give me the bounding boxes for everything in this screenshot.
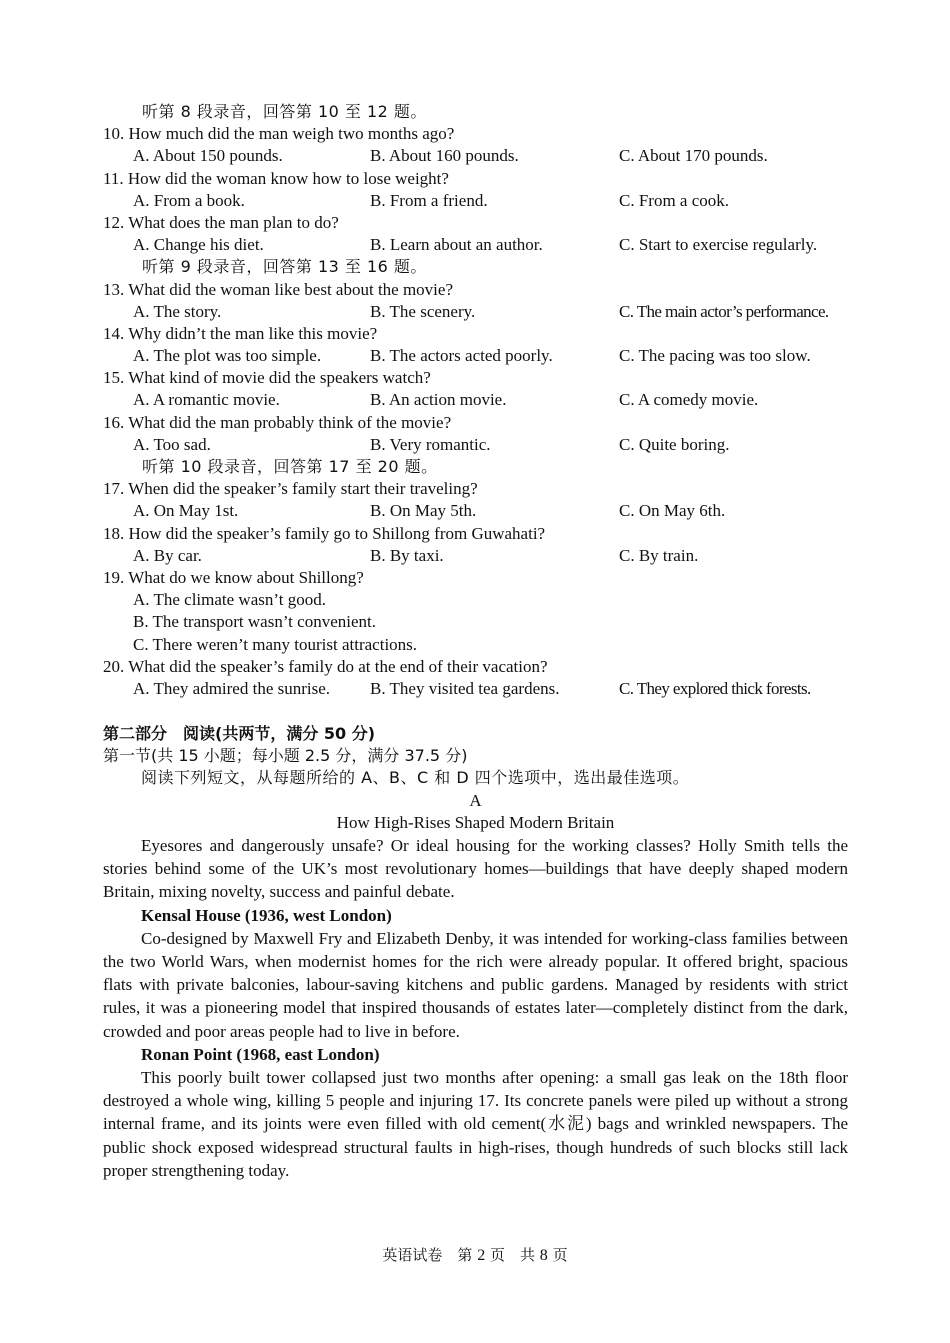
reading-section [103, 723, 848, 1182]
section-gap [103, 700, 848, 723]
page-footer [0, 1244, 950, 1265]
options-row [103, 389, 848, 411]
option-b: B. Learn about an author. [370, 235, 543, 255]
listening-instruction: 听第 8 段录音，回答第 10 至 12 题。 [142, 102, 427, 121]
option-a: A. Too sad. [133, 434, 211, 454]
reading-instruction: 阅读下列短文，从每题所给的 A、B、C 和 D 四个选项中，选出最佳选项。 [141, 768, 690, 788]
question-stem: 17. When did the speaker’s family start their traveling? [103, 479, 478, 499]
options-row [103, 545, 848, 567]
option-a: A. The story. [133, 301, 222, 321]
option-b: B. On May 5th. [370, 501, 477, 521]
question-stem: 15. What kind of movie did the speakers watch? [103, 368, 431, 388]
section-one-title: 第一节(共 15 小题；每小题 2.5 分，满分 37.5 分) [103, 746, 468, 766]
footer-mid: 页 共 [489, 1246, 535, 1264]
option-b: B. The scenery. [370, 301, 476, 321]
listening-section [103, 101, 848, 700]
option-a: A. The climate wasn’t good. [133, 590, 326, 610]
option-b: B. The transport wasn’t convenient. [133, 612, 376, 632]
listening-instruction: 听第 9 段录音，回答第 13 至 16 题。 [142, 257, 427, 277]
option-b: B. They visited tea gardens. [370, 678, 560, 698]
option-c: C. From a cook. [619, 190, 730, 210]
footer-total-pages: 8 [539, 1247, 548, 1264]
footer-page-number: 2 [477, 1247, 486, 1264]
option-b: B. An action movie. [370, 390, 507, 410]
options-row [103, 301, 848, 323]
options-row [103, 434, 848, 456]
part-two-title: 第二部分 阅读(共两节，满分 50 分) [103, 724, 376, 744]
passage-label: A [469, 790, 482, 810]
option-c: C. They explored thick forests. [619, 678, 811, 698]
option-c: C. By train. [619, 545, 699, 565]
option-a: A. By car. [133, 545, 202, 565]
option-b: B. About 160 pounds. [370, 146, 519, 166]
option-a: A. They admired the sunrise. [133, 678, 331, 698]
question-stem: 14. Why didn’t the man like this movie? [103, 323, 378, 343]
option-a: A. From a book. [133, 190, 245, 210]
options-row [103, 500, 848, 522]
listening-instruction: 听第 10 段录音，回答第 17 至 20 题。 [142, 457, 438, 476]
footer-suffix: 页 [552, 1246, 568, 1264]
question-stem: 16. What did the man probably think of the movie? [103, 412, 452, 432]
question-stem: 13. What did the woman like best about the movie? [103, 279, 453, 299]
paragraph-kensal-house [103, 927, 848, 1043]
option-a: A. On May 1st. [133, 501, 239, 521]
question-stem: 18. How did the speaker’s family go to Shillong from Guwahati? [103, 523, 546, 543]
passage-intro [103, 834, 848, 904]
question-stem: 10. How much did the man weigh two months ago? [103, 124, 455, 144]
footer-prefix: 英语试卷 第 [382, 1246, 473, 1264]
option-c: C. The pacing was too slow. [619, 346, 811, 366]
option-c: C. A comedy movie. [619, 390, 759, 410]
option-a: A. About 150 pounds. [133, 146, 283, 166]
heading-kensal-house: Kensal House (1936, west London) [141, 905, 392, 925]
options-row [103, 145, 848, 167]
option-c: C. About 170 pounds. [619, 146, 768, 166]
question-stem: 19. What do we know about Shillong? [103, 567, 364, 587]
question-stem: 12. What does the man plan to do? [103, 212, 339, 232]
paragraph-ronan-point [103, 1066, 848, 1182]
question-stem: 11. How did the woman know how to lose weight? [103, 168, 449, 188]
passage-title: How High-Rises Shaped Modern Britain [336, 812, 615, 832]
heading-ronan-point: Ronan Point (1968, east London) [141, 1044, 380, 1064]
option-b: B. By taxi. [370, 545, 444, 565]
passage-intro-text: Eyesores and dangerously unsafe? Or ideal housing for the working classes? Holly Smith tells the stories behind some of the UK’s most revolutionary homes—buildings that have deeply shaped modern Britain, mixing novelty, success and painful debate. [103, 836, 848, 902]
option-c: C. On May 6th. [619, 501, 726, 521]
exam-page [103, 101, 848, 1182]
options-row [103, 345, 848, 367]
paragraph-kensal-house-text: Co-designed by Maxwell Fry and Elizabeth Denby, it was intended for working-class families between the two World Wars, when modernist homes for the rich were already popular. It offered bright, spacious flats with private balconies, labour-saving kitchens and public gardens. Managed by residents with strict rules, it was a pioneering model that inspired thousands of estates later—completely distinct from the dark, crowded and poor areas people had to live in before. [103, 928, 848, 1041]
option-c: C. Quite boring. [619, 434, 730, 454]
option-c: C. There weren’t many tourist attractions. [133, 634, 418, 654]
option-a: A. A romantic movie. [133, 390, 280, 410]
question-stem: 20. What did the speaker’s family do at the end of their vacation? [103, 656, 548, 676]
paragraph-ronan-point-text: This poorly built tower collapsed just two months after opening: a small gas leak on the 18th floor destroyed a whole wing, killing 5 people and injuring 17. Its concrete panels were piled up without a strong internal frame, and its joints were even filled with old cement(水泥) bags and wrinkled newspapers. The public shock exposed widespread structural faults in high-rises, though hundreds of such blocks still lack proper strengthening today. [103, 1068, 848, 1180]
option-b: B. Very romantic. [370, 434, 491, 454]
options-row [103, 678, 848, 700]
option-c: C. Start to exercise regularly. [619, 235, 818, 255]
option-a: A. The plot was too simple. [133, 346, 322, 366]
option-c: C. The main actor’s performance. [619, 301, 829, 321]
options-row [103, 190, 848, 212]
option-b: B. The actors acted poorly. [370, 346, 553, 366]
option-a: A. Change his diet. [133, 235, 264, 255]
option-b: B. From a friend. [370, 190, 488, 210]
options-row [103, 234, 848, 256]
